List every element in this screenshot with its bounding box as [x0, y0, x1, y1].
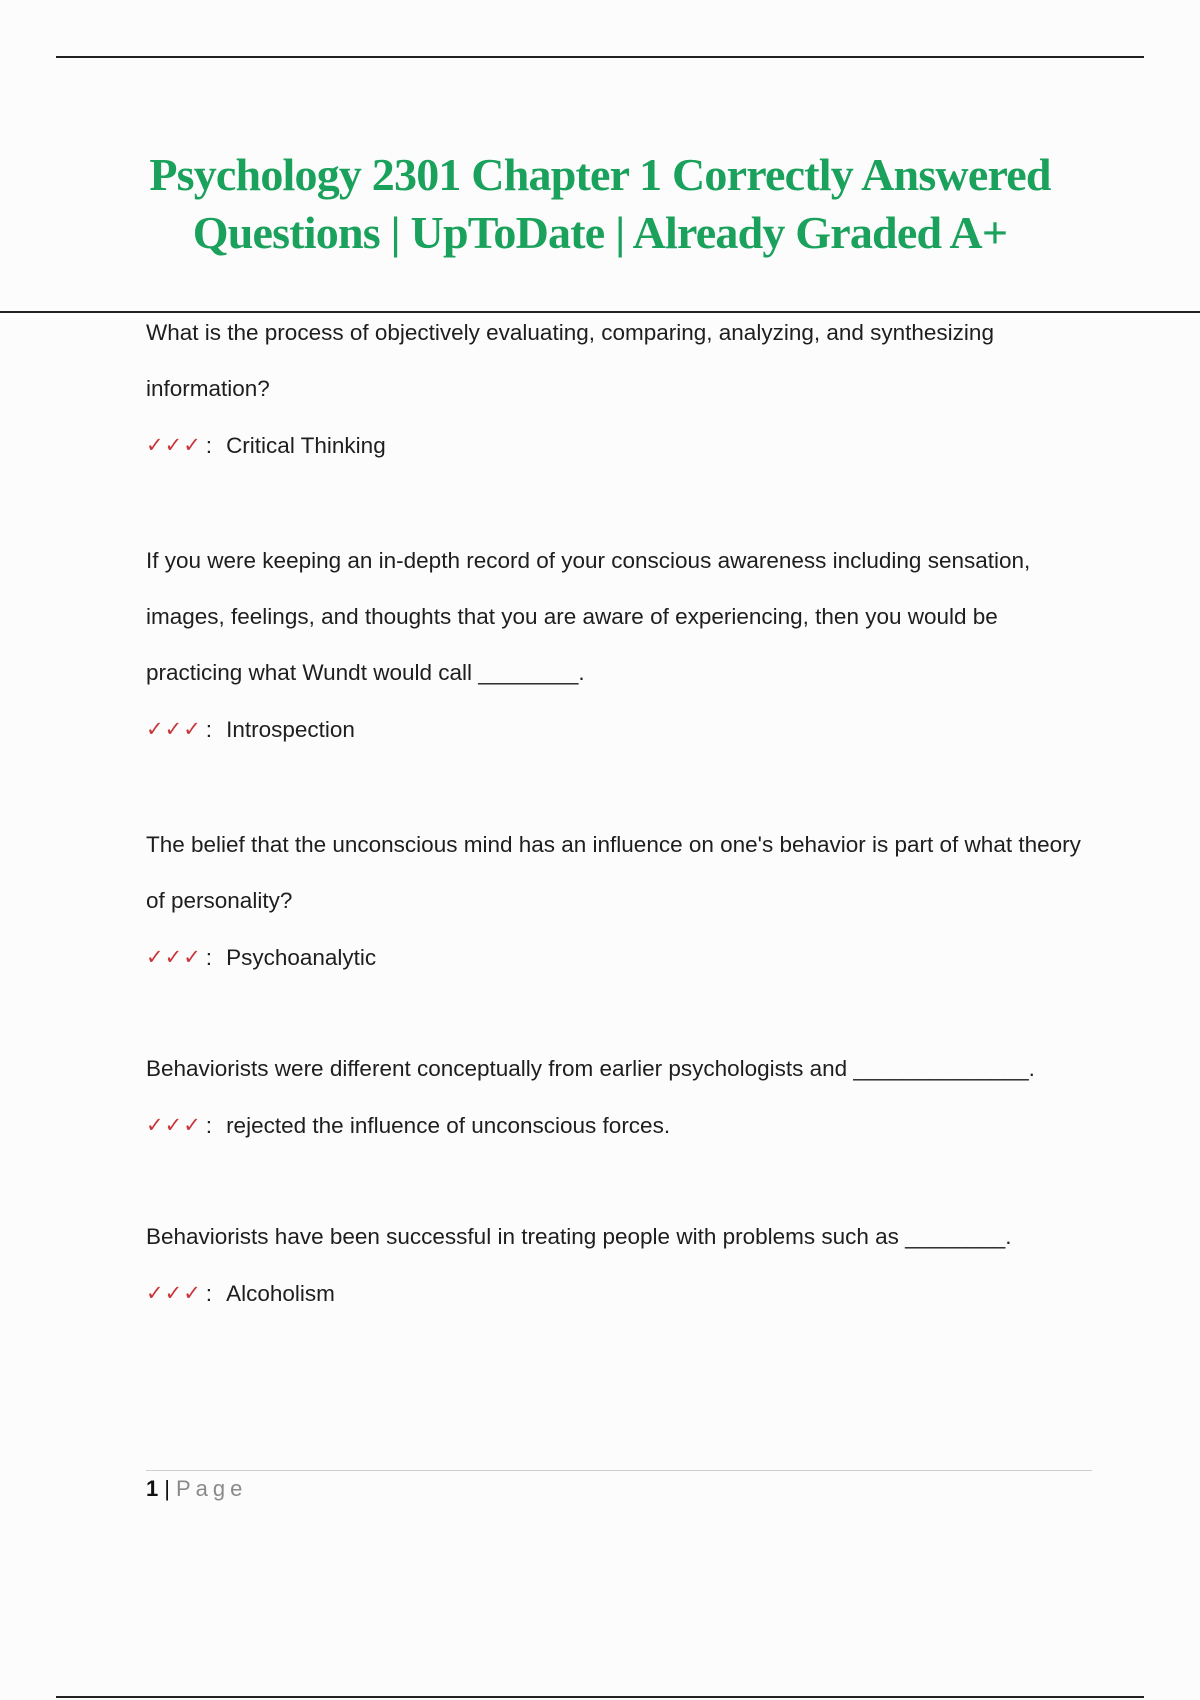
question-text: Behaviorists have been successful in treating people with problems such as ________.	[146, 1224, 1012, 1249]
answer-text: Introspection	[226, 717, 355, 742]
answer-colon: :	[205, 717, 213, 742]
answer-row	[146, 417, 1096, 475]
answer-text: rejected the influence of unconscious forces.	[226, 1113, 671, 1138]
qa-item	[146, 817, 1096, 987]
qa-item	[146, 1041, 1096, 1155]
answer-colon: :	[205, 1113, 213, 1138]
checkmarks-icon: ✓✓✓	[146, 718, 202, 741]
answer-text: Critical Thinking	[226, 433, 386, 458]
page-label: Page	[175, 1476, 248, 1501]
bottom-rule	[56, 1696, 1144, 1698]
answer-colon: :	[205, 1281, 213, 1306]
footer-separator: |	[164, 1476, 170, 1501]
checkmarks-icon: ✓✓✓	[146, 946, 202, 969]
document-title-line-2: Questions | UpToDate | Already Graded A+	[192, 207, 1008, 258]
question-text: Behaviorists were different conceptually from earlier psychologists and ______________.	[146, 1056, 1035, 1081]
document-title	[60, 146, 1140, 262]
top-rule	[56, 56, 1144, 58]
checkmarks-icon: ✓✓✓	[146, 1114, 202, 1137]
answer-text: Psychoanalytic	[226, 945, 377, 970]
qa-list	[146, 305, 1096, 1323]
answer-colon: :	[205, 945, 213, 970]
answer-row	[146, 929, 1096, 987]
checkmarks-icon: ✓✓✓	[146, 1282, 202, 1305]
answer-text: Alcoholism	[226, 1281, 335, 1306]
page-footer	[146, 1474, 247, 1504]
footer-divider	[146, 1470, 1092, 1471]
answer-row	[146, 1265, 1096, 1323]
qa-item	[146, 533, 1096, 759]
document-title-line-1: Psychology 2301 Chapter 1 Correctly Answered	[149, 149, 1051, 200]
answer-colon: :	[205, 433, 213, 458]
question-text: The belief that the unconscious mind has an influence on one's behavior is part of what theory of personality?	[146, 832, 1081, 913]
checkmarks-icon: ✓✓✓	[146, 434, 202, 457]
question-text: If you were keeping an in-depth record of your conscious awareness including sensation, images, feelings, and thoughts that you are aware of experiencing, then you would be practicing what Wundt would call ________.	[146, 548, 1031, 685]
answer-row	[146, 1097, 1096, 1155]
page-number: 1	[146, 1476, 159, 1501]
question-text: What is the process of objectively evaluating, comparing, analyzing, and synthesizing information?	[146, 320, 994, 401]
qa-item	[146, 1209, 1096, 1323]
answer-row	[146, 701, 1096, 759]
qa-item	[146, 305, 1096, 475]
